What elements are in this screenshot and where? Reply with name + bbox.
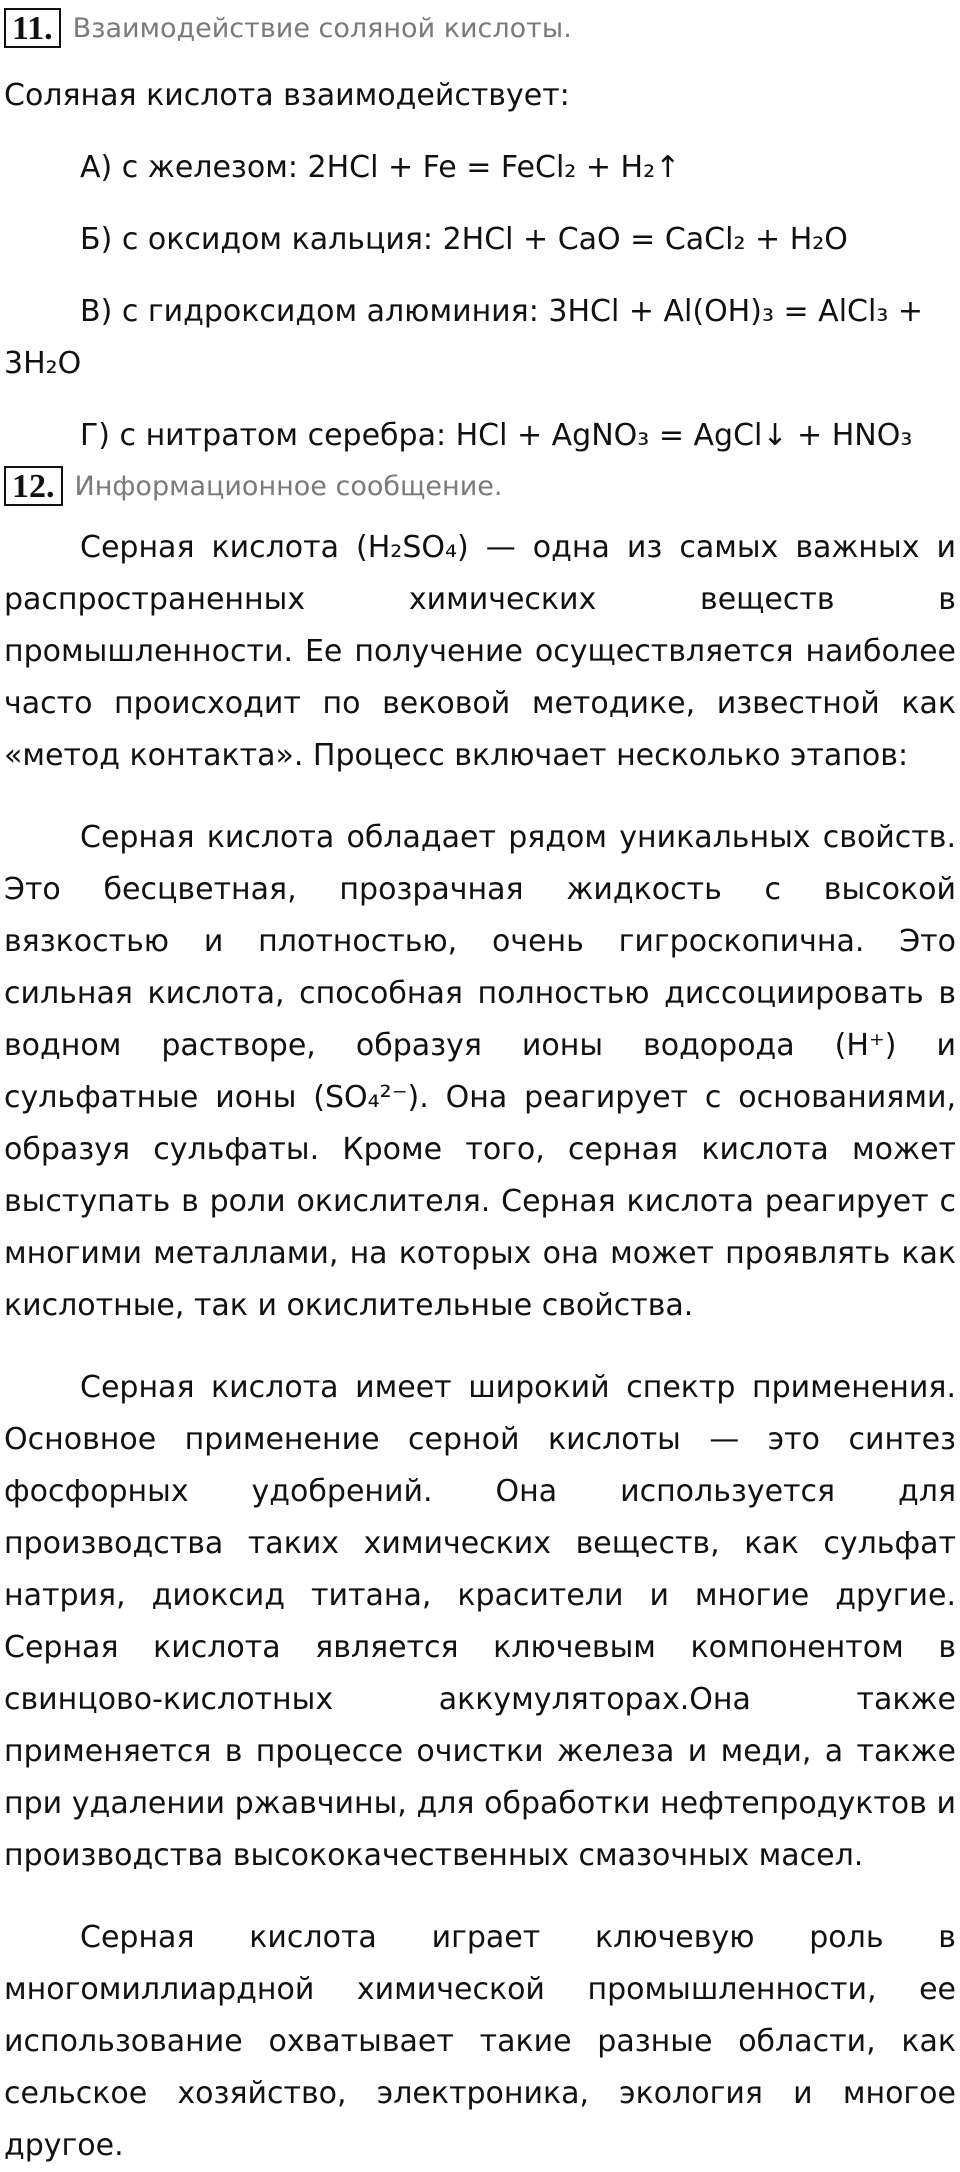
task-11-lead: Соляная кислота взаимодействует: — [4, 78, 570, 113]
task-11-number: 11. — [4, 8, 61, 48]
task-12 — [4, 464, 956, 2172]
reaction-b-equation: 2HCl + CaO = CaCl₂ + H₂O — [442, 222, 848, 257]
reaction-d-equation: HCl + AgNO₃ = AgCl↓ + HNO₃ — [455, 418, 913, 453]
task-11 — [4, 6, 956, 462]
task-12-header — [4, 464, 956, 508]
paragraph-industry-role: Серная кислота играет ключевую роль в многомиллиардной химической промышленности, ее использование охватывает такие разные области, как сельское хозяйство, электроника, экология и многое другое. — [4, 1920, 956, 2163]
reaction-a-equation: 2HCl + Fe = FeCl₂ + H₂↑ — [307, 150, 681, 185]
reaction-a-label: А) с железом: — [80, 150, 308, 185]
paragraph-applications: Серная кислота имеет широкий спектр применения. Основное применение серной кислоты — это синтез фосфорных удобрений. Она используется для производства таких химических веществ, как сульфат натрия, диоксид титана, красители и многие другие. Серная кислота является ключевым компонентом в свинцово-кислотных аккумуляторах.Она также применяется в процессе очистки железа и меди, а также при удалении ржавчины, для обработки нефтепродуктов и производства высококачественных смазочных масел. — [4, 1370, 956, 1873]
reaction-b-label: Б) с оксидом кальция: — [80, 222, 443, 257]
reaction-c-label: В) с гидроксидом алюминия: — [80, 294, 549, 329]
reaction-d-label: Г) с нитратом серебра: — [80, 418, 456, 453]
paragraph-production: Серная кислота (H₂SO₄) — одна из самых важных и распространенных химических веществ в промышленности. Ее получение осуществляется наиболее часто происходит по вековой методике, известной как «метод контакта». Процесс включает несколько этапов: — [4, 530, 956, 773]
task-12-title: Информационное сообщение. — [74, 470, 503, 502]
reaction-b — [4, 214, 956, 266]
reaction-a — [4, 142, 956, 194]
reaction-c — [4, 286, 956, 390]
task-12-number: 12. — [4, 466, 63, 506]
reaction-c-equation: 3HCl + Al(OH)₃ = AlCl₃ + 3H₂O — [4, 294, 924, 381]
task-11-header — [4, 6, 956, 50]
reaction-d — [4, 410, 956, 462]
paragraph-properties: Серная кислота обладает рядом уникальных свойств. Это бесцветная, прозрачная жидкость с высокой вязкостью и плотностью, очень гигроскопична. Это сильная кислота, способная полностью диссоциировать в водном растворе, образуя ионы водорода (H⁺) и сульфатные ионы (SO₄²⁻). Она реагирует с основаниями, образуя сульфаты. Кроме того, серная кислота может выступать в роли окислителя. Серная кислота реагирует с многими металлами, на которых она может проявлять как кислотные, так и окислительные свойства. — [4, 820, 956, 1323]
task-11-title: Взаимодействие соляной кислоты. — [72, 12, 572, 44]
